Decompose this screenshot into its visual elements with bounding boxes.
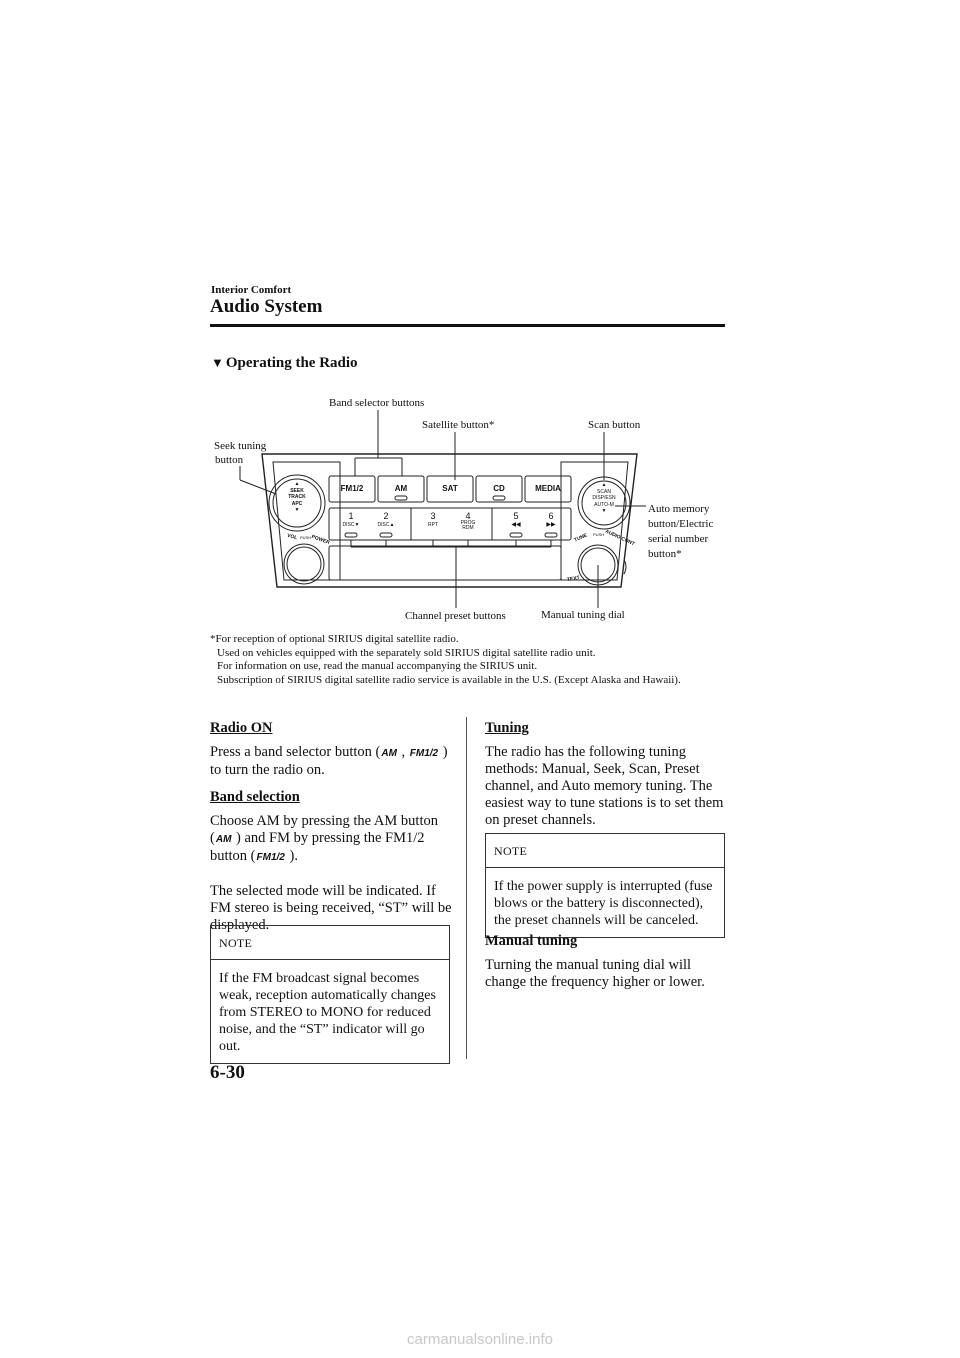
footnote — [210, 633, 730, 687]
tuning-heading: Tuning — [485, 720, 529, 736]
callout-satellite: Satellite button* — [422, 419, 495, 431]
column-divider — [466, 717, 467, 1059]
title-rule — [210, 324, 725, 327]
callout-auto-memory-3: serial number — [648, 533, 709, 545]
page-title: Audio System — [210, 296, 323, 317]
band-selection-line-3: button (FM1/2 ). — [210, 848, 298, 864]
manual-tuning-text: Turning the manual tuning dial will change the frequency higher or lower. — [485, 957, 705, 990]
right-note-body: If the power supply is interrupted (fuse blows or the battery is disconnected), the preset channels will be canceled. — [494, 879, 713, 928]
tuning-text: The radio has the following tuning methods: Manual, Seek, Scan, Preset channel, and Auto memory tuning. The easiest way to tune stations is to set them on preset channels. — [485, 744, 724, 828]
mode-text: The selected mode will be indicated. If FM stereo is being received, “ST” will be displayed. — [210, 883, 452, 933]
left-note-box — [210, 925, 450, 1064]
panel-band-sat: SAT — [442, 484, 458, 493]
panel-preset-6: 6 ▶▶ — [546, 511, 556, 528]
left-note-body: If the FM broadcast signal becomes weak, reception automatically changes from STEREO to MONO for reduced noise, and the “ST” indicator will go out. — [219, 971, 436, 1054]
section-label: Interior Comfort — [211, 284, 292, 296]
callout-scan: Scan button — [588, 419, 641, 431]
left-column — [210, 720, 452, 934]
radio-on-text: Press a band selector button (AM , FM1/2 ) — [210, 744, 448, 760]
panel-power-label: POWER — [310, 533, 331, 547]
radio-panel-figure — [200, 390, 740, 630]
callout-auto-memory-2: button/Electric — [648, 518, 714, 530]
callout-manual-tuning: Manual tuning dial — [541, 609, 625, 621]
callout-channel-preset: Channel preset buttons — [405, 610, 506, 622]
am-button-icon-2: AM — [215, 834, 232, 845]
panel-push-label: PUSH — [300, 535, 312, 540]
footnote-line-3: For information on use, read the manual accompanying the SIRIUS unit. — [217, 660, 538, 672]
panel-preset-5: 5 ◀◀ — [511, 511, 521, 528]
panel-band-cd: CD — [493, 484, 505, 493]
panel-band-media: MEDIA — [535, 484, 561, 493]
right-column — [485, 720, 725, 829]
panel-band-am: AM — [394, 484, 408, 493]
panel-scan-knob: ▲ SCAN DISP/ESN AUTO-M ▼ — [592, 482, 616, 514]
manual-tuning-section — [485, 933, 725, 991]
callout-auto-memory-4: button* — [648, 548, 682, 560]
triangle-down-icon: ▼ — [211, 355, 224, 370]
fm-button-icon: FM1/2 — [409, 748, 439, 759]
callout-seek-1: Seek tuning — [214, 440, 267, 452]
panel-tune-label: TUNE — [573, 532, 589, 544]
subheading-text: Operating the Radio — [225, 355, 358, 371]
panel-preset-1: 1 DISC▼ — [342, 511, 360, 528]
callout-auto-memory-1: Auto memory — [648, 503, 710, 515]
panel-push-label-2: PUSH — [593, 532, 605, 537]
footnote-line-1: *For reception of optional SIRIUS digital satellite radio. — [210, 633, 459, 645]
fm-button-icon-2: FM1/2 — [256, 852, 285, 863]
manual-tuning-heading: Manual tuning — [485, 933, 578, 949]
band-selection-line-1: Choose AM by pressing the AM button — [210, 813, 438, 829]
subheading — [211, 355, 358, 372]
right-note-box — [485, 833, 725, 938]
panel-band-fm: FM1/2 — [340, 484, 364, 493]
panel-seek-knob: ▲ SEEK TRACK APC ▼ — [288, 481, 306, 513]
panel-text-label: TEXT — [566, 574, 581, 584]
panel-preset-4: 4 PROG RDM — [460, 511, 476, 531]
panel-preset-2: 2 DISC▲ — [377, 511, 395, 528]
band-selection-line-2: (AM ) and FM by pressing the FM1/2 — [210, 830, 425, 846]
am-button-icon: AM — [381, 748, 397, 759]
callout-band-selector: Band selector buttons — [329, 397, 425, 409]
radio-on-heading: Radio ON — [210, 720, 273, 736]
panel-vol-label: VOL — [286, 532, 298, 542]
band-selection-heading: Band selection — [210, 789, 300, 805]
footnote-line-4: Subscription of SIRIUS digital satellite radio service is available in the U.S. (Except Alaska and Hawaii). — [217, 673, 681, 686]
left-note-title: NOTE — [211, 926, 449, 960]
right-note-title: NOTE — [486, 834, 724, 868]
page-number: 6-30 — [210, 1062, 245, 1083]
panel-audio-label: AUDIO CONT — [604, 528, 636, 548]
panel-preset-3: 3 RPT — [428, 511, 438, 528]
radio-on-text-2: to turn the radio on. — [210, 762, 325, 778]
footnote-line-2: Used on vehicles equipped with the separately sold SIRIUS digital satellite radio unit. — [217, 646, 596, 659]
callout-seek-2: button — [215, 454, 244, 466]
watermark: carmanualsonline.info — [407, 1331, 553, 1348]
